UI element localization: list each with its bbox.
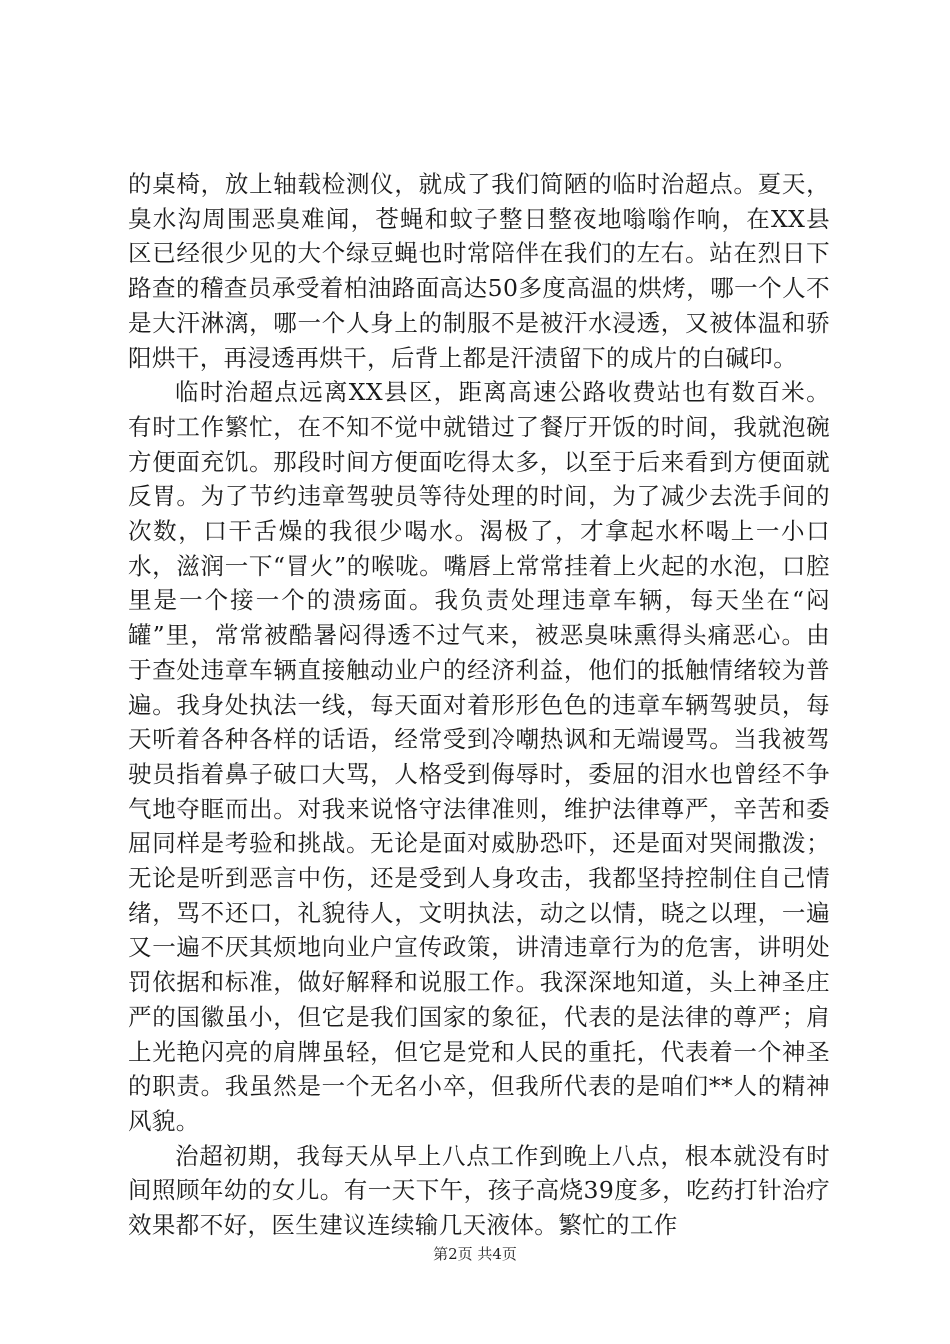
body-text — [128, 167, 830, 1243]
paragraph-1: 的桌椅，放上轴载检测仪，就成了我们简陋的临时治超点。夏天，臭水沟周围恶臭难闻，苍蝇和蚊子整日整夜地嗡嗡作响，在XX县区已经很少见的大个绿豆蝇也时常陪伴在我们的左右。站在烈日下路查的稽查员承受着柏油路面高达50多度高温的烘烤，哪一个人不是大汗淋漓，哪一个人身上的制服不是被汗水浸透，又被体温和骄阳烘干，再浸透再烘干，后背上都是汗渍留下的成片的白碱印。 — [128, 170, 830, 372]
page-footer: 第2页 共4页 — [433, 1245, 517, 1263]
paragraph-2: 临时治超点远离XX县区，距离高速公路收费站也有数百米。有时工作繁忙，在不知不觉中就错过了餐厅开饭的时间，我就泡碗方便面充饥。那段时间方便面吃得太多，以至于后来看到方便面就反胃。为了节约违章驾驶员等待处理的时间，为了减少去洗手间的次数，口干舌燥的我很少喝水。渴极了，才拿起水杯喝上一小口水，滋润一下“冒火”的喉咙。嘴唇上常常挂着上火起的水泡，口腔里是一个接一个的溃疡面。我负责处理违章车辆，每天坐在“闷罐”里，常常被酷暑闷得透不过气来，被恶臭味熏得头痛恶心。由于查处违章车辆直接触动业户的经济利益，他们的抵触情绪较为普遍。我身处执法一线，每天面对着形形色色的违章车辆驾驶员，每天听着各种各样的话语，经常受到冷嘲热讽和无端谩骂。当我被驾驶员指着鼻子破口大骂，人格受到侮辱时，委屈的泪水也曾经不争气地夺眶而出。对我来说恪守法律准则，维护法律尊严，辛苦和委屈同样是考验和挑战。无论是面对威胁恐吓，还是面对哭闹撒泼；无论是听到恶言中伤，还是受到人身攻击，我都坚持控制住自己情绪，骂不还口，礼貌待人，文明执法，动之以情，晓之以理，一遍又一遍不厌其烦地向业户宣传政策，讲清违章行为的危害，讲明处罚依据和标准，做好解释和说服工作。我深深地知道，头上神圣庄严的国徽虽小，但它是我们国家的象征，代表的是法律的尊严；肩上光艳闪亮的肩牌虽轻，但它是党和人民的重托，代表着一个神圣的职责。我虽然是一个无名小卒，但我所代表的是咱们**人的精神风貌。 — [128, 378, 830, 1135]
paragraph-3: 治超初期，我每天从早上八点工作到晚上八点，根本就没有时间照顾年幼的女儿。有一天下午，孩子高烧39度多，吃药打针治疗效果都不好，医生建议连续输几天液体。繁忙的工作 — [128, 1141, 830, 1240]
